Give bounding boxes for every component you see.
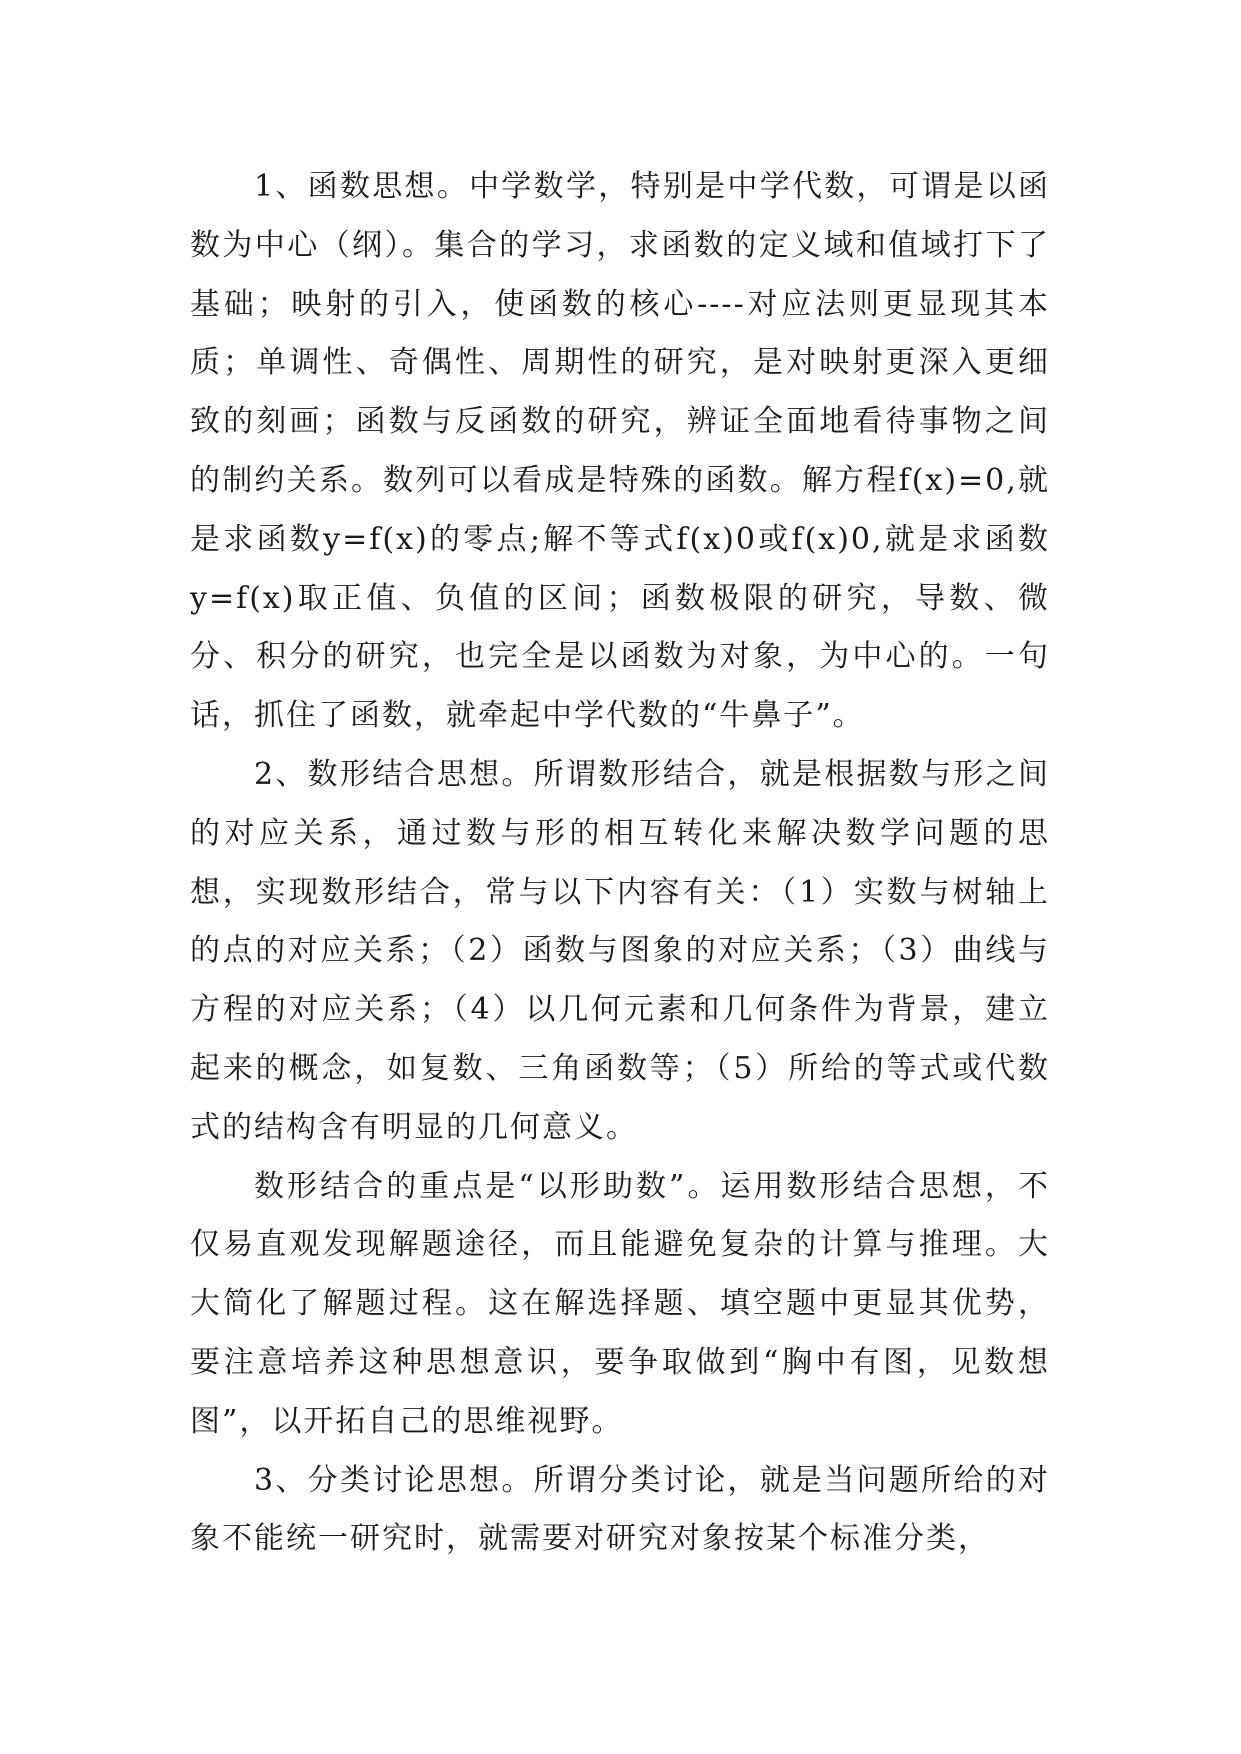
document-body (190, 158, 1050, 1569)
paragraph-number-shape-focus: 数形结合的重点是“以形助数”。运用数形结合思想，不仅易直观发现解题途径，而且能避免复杂的计算与推理。大大简化了解题过程。这在解选择题、填空题中更显其优势，要注意培养这种思想意识，要争取做到“胸中有图，见数想图”，以开拓自己的思维视野。 (190, 1168, 1050, 1439)
paragraph-classification-thought: 3、分类讨论思想。所谓分类讨论，就是当问题所给的对象不能统一研究时，就需要对研究对象按某个标准分类， (190, 1462, 1050, 1557)
paragraph-function-thought: 1、函数思想。中学数学，特别是中学代数，可谓是以函数为中心（纲）。集合的学习，求函数的定义域和值域打下了基础；映射的引入，使函数的核心----对应法则更显现其本质；单调性、奇偶性、周期性的研究，是对映射更深入更细致的刻画；函数与反函数的研究，辨证全面地看待事物之间的制约关系。数列可以看成是特殊的函数。解方程f(x)=0,就是求函数y=f(x)的零点;解不等式f(x)0或f(x)0,就是求函数y=f(x)取正值、负值的区间；函数极限的研究，导数、微分、积分的研究，也完全是以函数为对象，为中心的。一句话，抓住了函数，就牵起中学代数的“牛鼻子”。 (190, 169, 1050, 734)
paragraph-number-shape-thought: 2、数形结合思想。所谓数形结合，就是根据数与形之间的对应关系，通过数与形的相互转化来解决数学问题的思想，实现数形结合，常与以下内容有关：（1）实数与树轴上的点的对应关系；（2）函数与图象的对应关系；（3）曲线与方程的对应关系；（4）以几何元素和几何条件为背景，建立起来的概念，如复数、三角函数等；（5）所给的等式或代数式的结构含有明显的几何意义。 (190, 756, 1050, 1145)
